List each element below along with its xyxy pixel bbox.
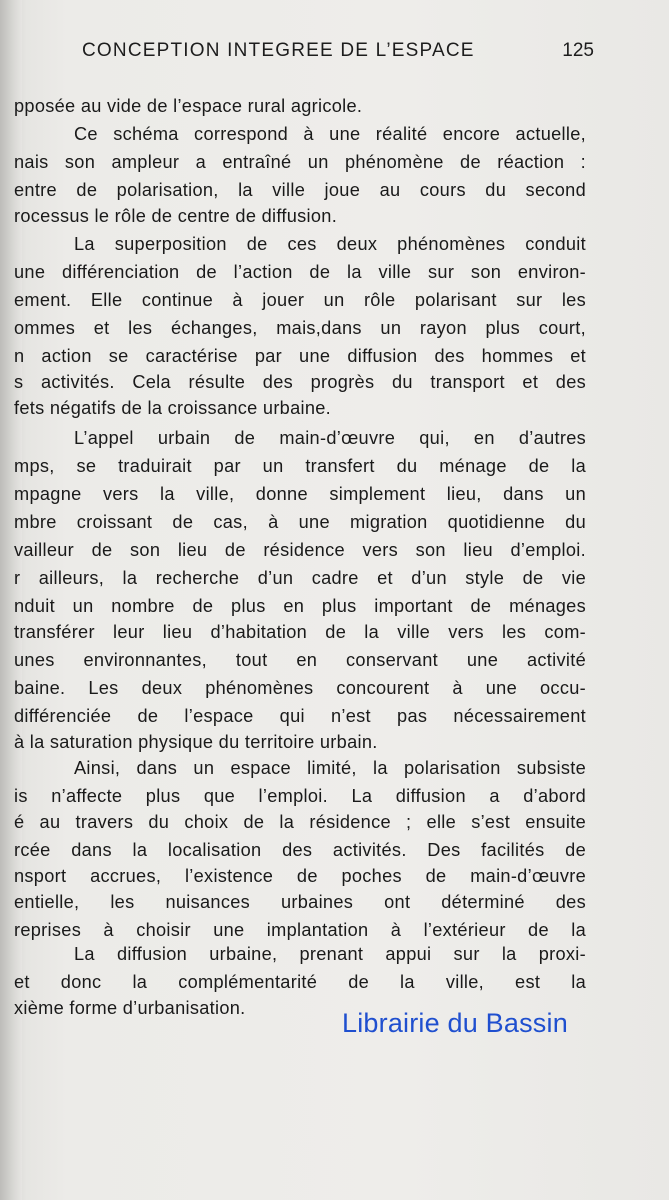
text-line: ement. Elle continue à jouer un rôle polarisant sur les xyxy=(14,290,586,310)
text-line: mbre croissant de cas, à une migration quotidienne du xyxy=(14,512,586,532)
text-line: mps, se traduirait par un transfert du ménage de la xyxy=(14,456,586,476)
text-line: Ce schéma correspond à une réalité encore actuelle, xyxy=(74,124,586,144)
text-line: rocessus le rôle de centre de diffusion. xyxy=(14,206,338,226)
text-line: is n’affecte plus que l’emploi. La diffusion a d’abord xyxy=(14,786,586,806)
text-line: s activités. Cela résulte des progrès du transport et des xyxy=(14,372,586,392)
text-line: r ailleurs, la recherche d’un cadre et d’un style de vie xyxy=(14,568,586,588)
text-line: La superposition de ces deux phénomènes conduit xyxy=(74,234,586,254)
text-line: La diffusion urbaine, prenant appui sur la proxi- xyxy=(74,944,586,964)
text-line: à la saturation physique du territoire urbain. xyxy=(14,732,378,752)
text-line: mpagne vers la ville, donne simplement lieu, dans un xyxy=(14,484,586,504)
text-line: unes environnantes, tout en conservant une activité xyxy=(14,650,586,670)
text-line: baine. Les deux phénomènes concourent à une occu- xyxy=(14,678,586,698)
text-line: nais son ampleur a entraîné un phénomène de réaction : xyxy=(14,152,586,172)
text-line: entielle, les nuisances urbaines ont déterminé des xyxy=(14,892,586,912)
text-line: xième forme d’urbanisation. xyxy=(14,998,246,1018)
text-line: une différenciation de l’action de la ville sur son environ- xyxy=(14,262,586,282)
text-line: différenciée de l’espace qui n’est pas nécessairement xyxy=(14,706,586,726)
text-line: ommes et les échanges, mais,dans un rayon plus court, xyxy=(14,318,586,338)
text-line: rcée dans la localisation des activités. Des facilités de xyxy=(14,840,586,860)
watermark: Librairie du Bassin xyxy=(342,1008,568,1038)
text-line: Ainsi, dans un espace limité, la polarisation subsiste xyxy=(74,758,586,778)
text-line: pposée au vide de l’espace rural agricole. xyxy=(14,96,363,116)
text-line: fets négatifs de la croissance urbaine. xyxy=(14,398,332,418)
text-line: et donc la complémentarité de la ville, est la xyxy=(14,972,586,992)
text-line: é au travers du choix de la résidence ; elle s’est ensuite xyxy=(14,812,586,832)
text-line: L’appel urbain de main-d’œuvre qui, en d’autres xyxy=(74,428,586,448)
text-line: transférer leur lieu d’habitation de la ville vers les com- xyxy=(14,622,586,642)
text-line: entre de polarisation, la ville joue au cours du second xyxy=(14,180,586,200)
text-line: nsport accrues, l’existence de poches de main-d’œuvre xyxy=(14,866,586,886)
running-title: CONCEPTION INTEGREE DE L’ESPACE xyxy=(82,40,475,61)
page-number: 125 xyxy=(562,40,594,61)
text-line: vailleur de son lieu de résidence vers son lieu d’emploi. xyxy=(14,540,586,560)
text-line: reprises à choisir une implantation à l’extérieur de la xyxy=(14,920,586,940)
text-line: nduit un nombre de plus en plus important de ménages xyxy=(14,596,586,616)
text-line: n action se caractérise par une diffusion des hommes et xyxy=(14,346,586,366)
